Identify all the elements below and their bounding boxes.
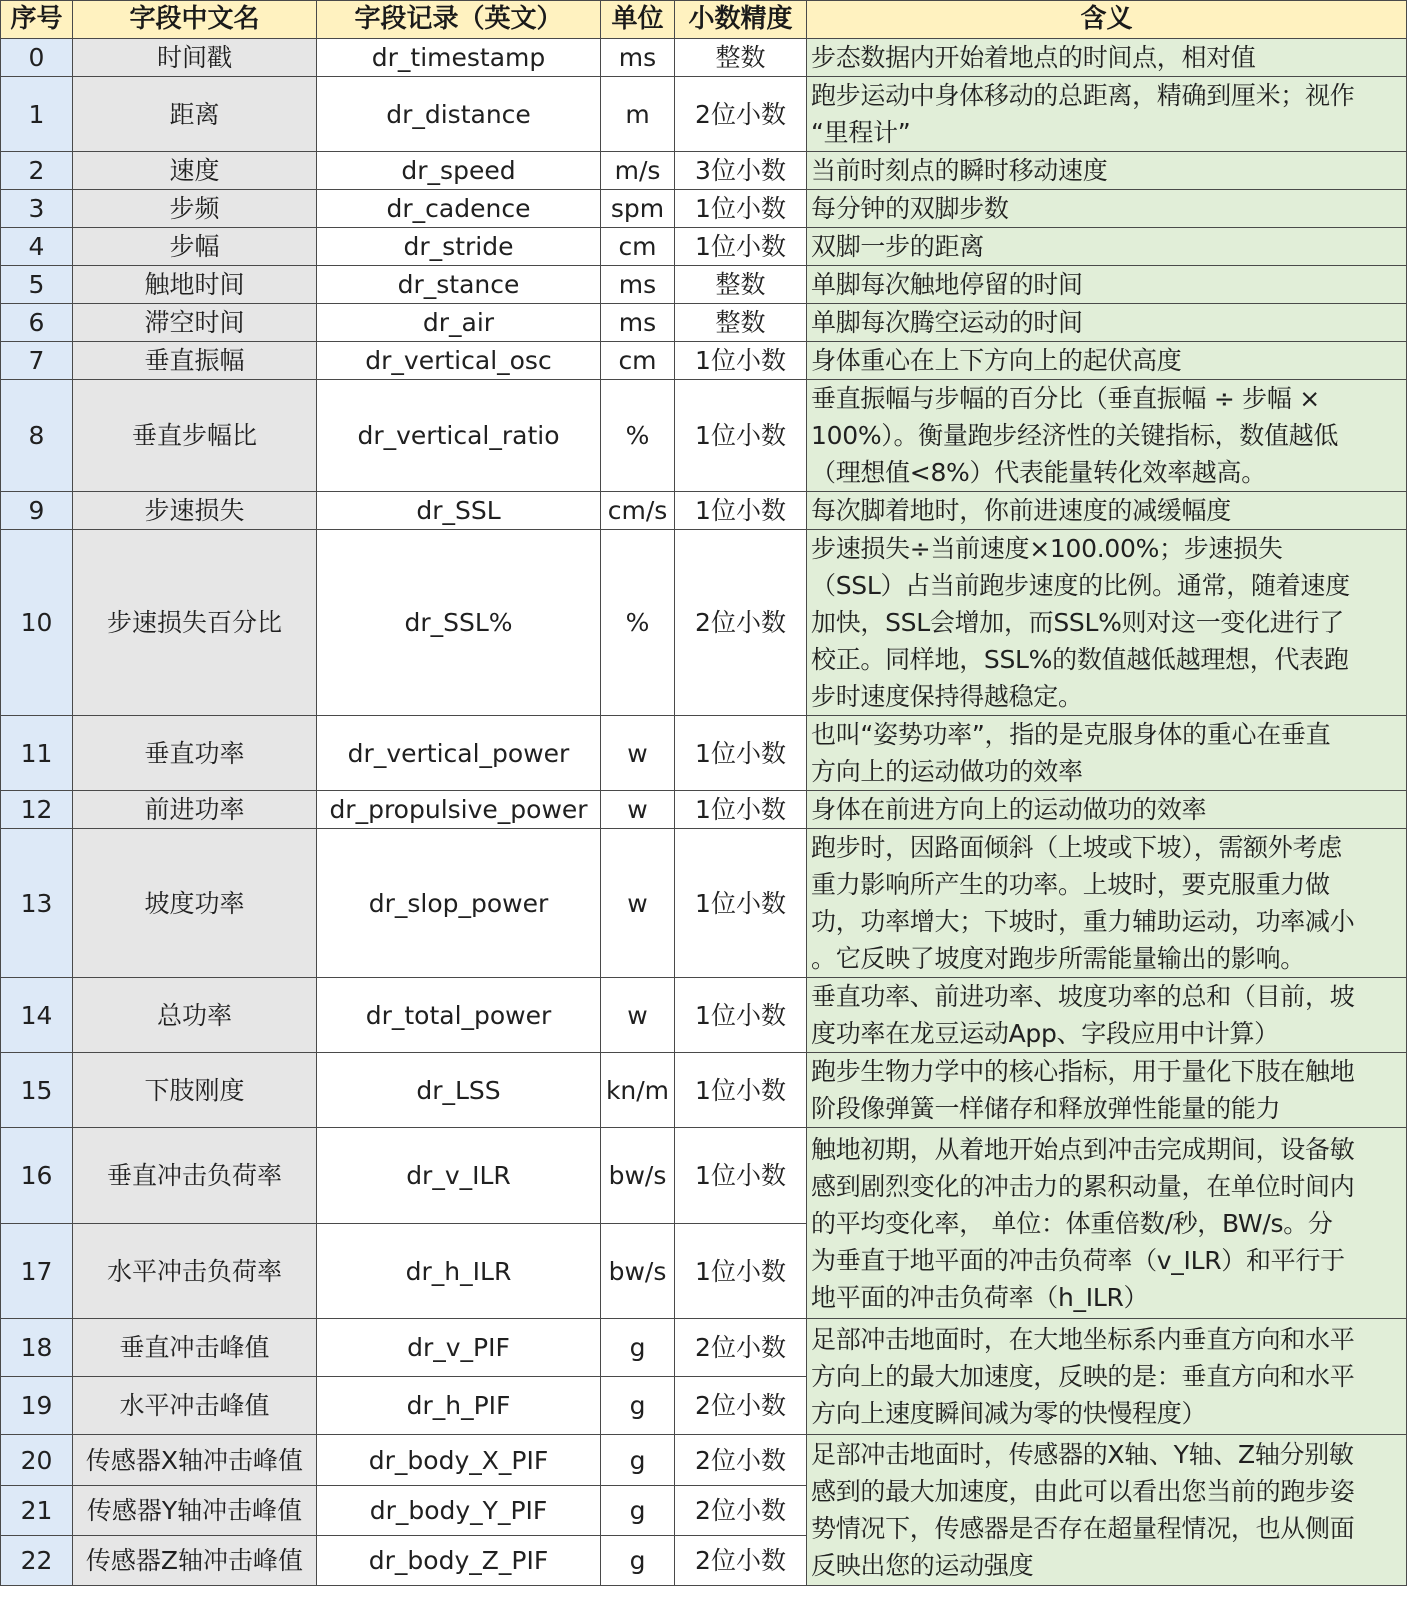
cn-name-cell: 垂直功率: [73, 716, 317, 791]
seq-cell: 21: [1, 1486, 73, 1536]
seq-cell: 8: [1, 380, 73, 492]
seq-cell: 3: [1, 190, 73, 228]
precision-cell: 2位小数: [675, 1377, 807, 1435]
seq-cell: 16: [1, 1128, 73, 1224]
en-name-cell: dr_vertical_osc: [317, 342, 601, 380]
header-seq: 序号: [1, 1, 73, 39]
seq-cell: 17: [1, 1224, 73, 1319]
table-row: [1, 492, 1407, 530]
table-row: [1, 530, 1407, 716]
seq-cell: 0: [1, 39, 73, 77]
cn-name-cell: 步幅: [73, 228, 317, 266]
cn-name-cell: 坡度功率: [73, 829, 317, 978]
table-row: [1, 342, 1407, 380]
cn-name-cell: 总功率: [73, 978, 317, 1053]
precision-cell: 整数: [675, 39, 807, 77]
table-row: [1, 829, 1407, 978]
meaning-cell: 步速损失÷当前速度×100.00%；步速损失 （SSL）占当前跑步速度的比例。通常，随着速度 加快，SSL会增加，而SSL%则对这一变化进行了 校正。同样地，SSL%的数值越低越理想，代表跑 步时速度保持得越稳定。: [807, 530, 1407, 716]
unit-cell: m: [601, 77, 675, 152]
meaning-cell: 跑步生物力学中的核心指标，用于量化下肢在触地 阶段像弹簧一样储存和释放弹性能量的能力: [807, 1053, 1407, 1128]
precision-cell: 1位小数: [675, 1053, 807, 1128]
precision-cell: 2位小数: [675, 1486, 807, 1536]
precision-cell: 整数: [675, 266, 807, 304]
unit-cell: ms: [601, 304, 675, 342]
seq-cell: 18: [1, 1319, 73, 1377]
cn-name-cell: 下肢刚度: [73, 1053, 317, 1128]
seq-cell: 4: [1, 228, 73, 266]
cn-name-cell: 传感器Z轴冲击峰值: [73, 1536, 317, 1586]
precision-cell: 1位小数: [675, 716, 807, 791]
table-row: [1, 77, 1407, 152]
unit-cell: g: [601, 1435, 675, 1486]
table-row: [1, 380, 1407, 492]
en-name-cell: dr_distance: [317, 77, 601, 152]
cn-name-cell: 传感器X轴冲击峰值: [73, 1435, 317, 1486]
precision-cell: 2位小数: [675, 530, 807, 716]
precision-cell: 1位小数: [675, 342, 807, 380]
table-row: [1, 228, 1407, 266]
meaning-cell: 身体在前进方向上的运动做功的效率: [807, 791, 1407, 829]
seq-cell: 7: [1, 342, 73, 380]
seq-cell: 9: [1, 492, 73, 530]
en-name-cell: dr_propulsive_power: [317, 791, 601, 829]
en-name-cell: dr_body_Z_PIF: [317, 1536, 601, 1586]
cn-name-cell: 前进功率: [73, 791, 317, 829]
table-row: [1, 1128, 1407, 1224]
table-row: [1, 978, 1407, 1053]
unit-cell: cm/s: [601, 492, 675, 530]
cn-name-cell: 步速损失: [73, 492, 317, 530]
seq-cell: 19: [1, 1377, 73, 1435]
table-row: [1, 190, 1407, 228]
cn-name-cell: 速度: [73, 152, 317, 190]
table-row: [1, 266, 1407, 304]
en-name-cell: dr_air: [317, 304, 601, 342]
en-name-cell: dr_vertical_ratio: [317, 380, 601, 492]
unit-cell: g: [601, 1377, 675, 1435]
meaning-cell: 垂直振幅与步幅的百分比（垂直振幅 ÷ 步幅 × 100%）。衡量跑步经济性的关键指标，数值越低 （理想值<8%）代表能量转化效率越高。: [807, 380, 1407, 492]
cn-name-cell: 触地时间: [73, 266, 317, 304]
meaning-cell: 单脚每次腾空运动的时间: [807, 304, 1407, 342]
meaning-cell: 足部冲击地面时，在大地坐标系内垂直方向和水平 方向上的最大加速度，反映的是：垂直方向和水平 方向上速度瞬间减为零的快慢程度）: [807, 1319, 1407, 1435]
seq-cell: 6: [1, 304, 73, 342]
meaning-cell: 触地初期，从着地开始点到冲击完成期间，设备敏 感到剧烈变化的冲击力的累积动量，在单位时间内 的平均变化率， 单位：体重倍数/秒，BW/s。分 为垂直于地平面的冲击负荷率（v_ILR）和平行于 地平面的冲击负荷率（h_ILR）: [807, 1128, 1407, 1319]
unit-cell: ms: [601, 266, 675, 304]
en-name-cell: dr_body_X_PIF: [317, 1435, 601, 1486]
header-meaning: 含义: [807, 1, 1407, 39]
en-name-cell: dr_speed: [317, 152, 601, 190]
table-row: [1, 1053, 1407, 1128]
en-name-cell: dr_h_ILR: [317, 1224, 601, 1319]
table-row: [1, 1435, 1407, 1486]
meaning-cell: 也叫“姿势功率”，指的是克服身体的重心在垂直 方向上的运动做功的效率: [807, 716, 1407, 791]
cn-name-cell: 垂直冲击峰值: [73, 1319, 317, 1377]
seq-cell: 13: [1, 829, 73, 978]
unit-cell: w: [601, 791, 675, 829]
cn-name-cell: 水平冲击峰值: [73, 1377, 317, 1435]
cn-name-cell: 垂直步幅比: [73, 380, 317, 492]
seq-cell: 15: [1, 1053, 73, 1128]
cn-name-cell: 传感器Y轴冲击峰值: [73, 1486, 317, 1536]
en-name-cell: dr_body_Y_PIF: [317, 1486, 601, 1536]
unit-cell: ms: [601, 39, 675, 77]
unit-cell: bw/s: [601, 1128, 675, 1224]
precision-cell: 1位小数: [675, 1128, 807, 1224]
seq-cell: 5: [1, 266, 73, 304]
unit-cell: g: [601, 1319, 675, 1377]
cn-name-cell: 时间戳: [73, 39, 317, 77]
table-row: [1, 39, 1407, 77]
meaning-cell: 当前时刻点的瞬时移动速度: [807, 152, 1407, 190]
unit-cell: kn/m: [601, 1053, 675, 1128]
meaning-cell: 双脚一步的距离: [807, 228, 1407, 266]
table-row: [1, 791, 1407, 829]
unit-cell: cm: [601, 228, 675, 266]
header-cn-name: 字段中文名: [73, 1, 317, 39]
meaning-cell: 足部冲击地面时，传感器的X轴、Y轴、Z轴分别敏 感到的最大加速度，由此可以看出您当前的跑步姿 势情况下，传感器是否存在超量程情况，也从侧面 反映出您的运动强度: [807, 1435, 1407, 1586]
seq-cell: 22: [1, 1536, 73, 1586]
en-name-cell: dr_vertical_power: [317, 716, 601, 791]
en-name-cell: dr_total_power: [317, 978, 601, 1053]
precision-cell: 2位小数: [675, 1435, 807, 1486]
meaning-cell: 垂直功率、前进功率、坡度功率的总和（目前，坡 度功率在龙豆运动App、字段应用中计算）: [807, 978, 1407, 1053]
unit-cell: w: [601, 716, 675, 791]
table-row: [1, 152, 1407, 190]
cn-name-cell: 步速损失百分比: [73, 530, 317, 716]
table-row: [1, 716, 1407, 791]
precision-cell: 1位小数: [675, 1224, 807, 1319]
seq-cell: 11: [1, 716, 73, 791]
en-name-cell: dr_cadence: [317, 190, 601, 228]
unit-cell: cm: [601, 342, 675, 380]
header-precision: 小数精度: [675, 1, 807, 39]
cn-name-cell: 垂直振幅: [73, 342, 317, 380]
en-name-cell: dr_timestamp: [317, 39, 601, 77]
meaning-cell: 每次脚着地时，你前进速度的减缓幅度: [807, 492, 1407, 530]
seq-cell: 1: [1, 77, 73, 152]
precision-cell: 1位小数: [675, 380, 807, 492]
unit-cell: spm: [601, 190, 675, 228]
meaning-cell: 单脚每次触地停留的时间: [807, 266, 1407, 304]
meaning-cell: 跑步运动中身体移动的总距离，精确到厘米；视作 “里程计”: [807, 77, 1407, 152]
en-name-cell: dr_LSS: [317, 1053, 601, 1128]
precision-cell: 2位小数: [675, 1536, 807, 1586]
header-row: [1, 1, 1407, 39]
precision-cell: 1位小数: [675, 190, 807, 228]
unit-cell: m/s: [601, 152, 675, 190]
seq-cell: 20: [1, 1435, 73, 1486]
unit-cell: w: [601, 829, 675, 978]
precision-cell: 1位小数: [675, 791, 807, 829]
table-row: [1, 1319, 1407, 1377]
en-name-cell: dr_stance: [317, 266, 601, 304]
header-unit: 单位: [601, 1, 675, 39]
seq-cell: 12: [1, 791, 73, 829]
meaning-cell: 跑步时，因路面倾斜（上坡或下坡），需额外考虑 重力影响所产生的功率。上坡时，要克服重力做 功，功率增大；下坡时，重力辅助运动，功率减小 。它反映了坡度对跑步所需能量输出的影响。: [807, 829, 1407, 978]
precision-cell: 3位小数: [675, 152, 807, 190]
unit-cell: %: [601, 380, 675, 492]
en-name-cell: dr_SSL: [317, 492, 601, 530]
unit-cell: bw/s: [601, 1224, 675, 1319]
precision-cell: 1位小数: [675, 978, 807, 1053]
cn-name-cell: 水平冲击负荷率: [73, 1224, 317, 1319]
precision-cell: 1位小数: [675, 829, 807, 978]
unit-cell: w: [601, 978, 675, 1053]
seq-cell: 2: [1, 152, 73, 190]
cn-name-cell: 步频: [73, 190, 317, 228]
precision-cell: 1位小数: [675, 492, 807, 530]
en-name-cell: dr_v_ILR: [317, 1128, 601, 1224]
en-name-cell: dr_h_PIF: [317, 1377, 601, 1435]
meaning-cell: 步态数据内开始着地点的时间点，相对值: [807, 39, 1407, 77]
en-name-cell: dr_slop_power: [317, 829, 601, 978]
precision-cell: 2位小数: [675, 1319, 807, 1377]
en-name-cell: dr_v_PIF: [317, 1319, 601, 1377]
header-en-name: 字段记录（英文）: [317, 1, 601, 39]
cn-name-cell: 距离: [73, 77, 317, 152]
precision-cell: 2位小数: [675, 77, 807, 152]
meaning-cell: 身体重心在上下方向上的起伏高度: [807, 342, 1407, 380]
unit-cell: g: [601, 1536, 675, 1586]
precision-cell: 整数: [675, 304, 807, 342]
precision-cell: 1位小数: [675, 228, 807, 266]
meaning-cell: 每分钟的双脚步数: [807, 190, 1407, 228]
seq-cell: 14: [1, 978, 73, 1053]
table-row: [1, 304, 1407, 342]
cn-name-cell: 垂直冲击负荷率: [73, 1128, 317, 1224]
en-name-cell: dr_SSL%: [317, 530, 601, 716]
seq-cell: 10: [1, 530, 73, 716]
unit-cell: g: [601, 1486, 675, 1536]
unit-cell: %: [601, 530, 675, 716]
cn-name-cell: 滞空时间: [73, 304, 317, 342]
en-name-cell: dr_stride: [317, 228, 601, 266]
